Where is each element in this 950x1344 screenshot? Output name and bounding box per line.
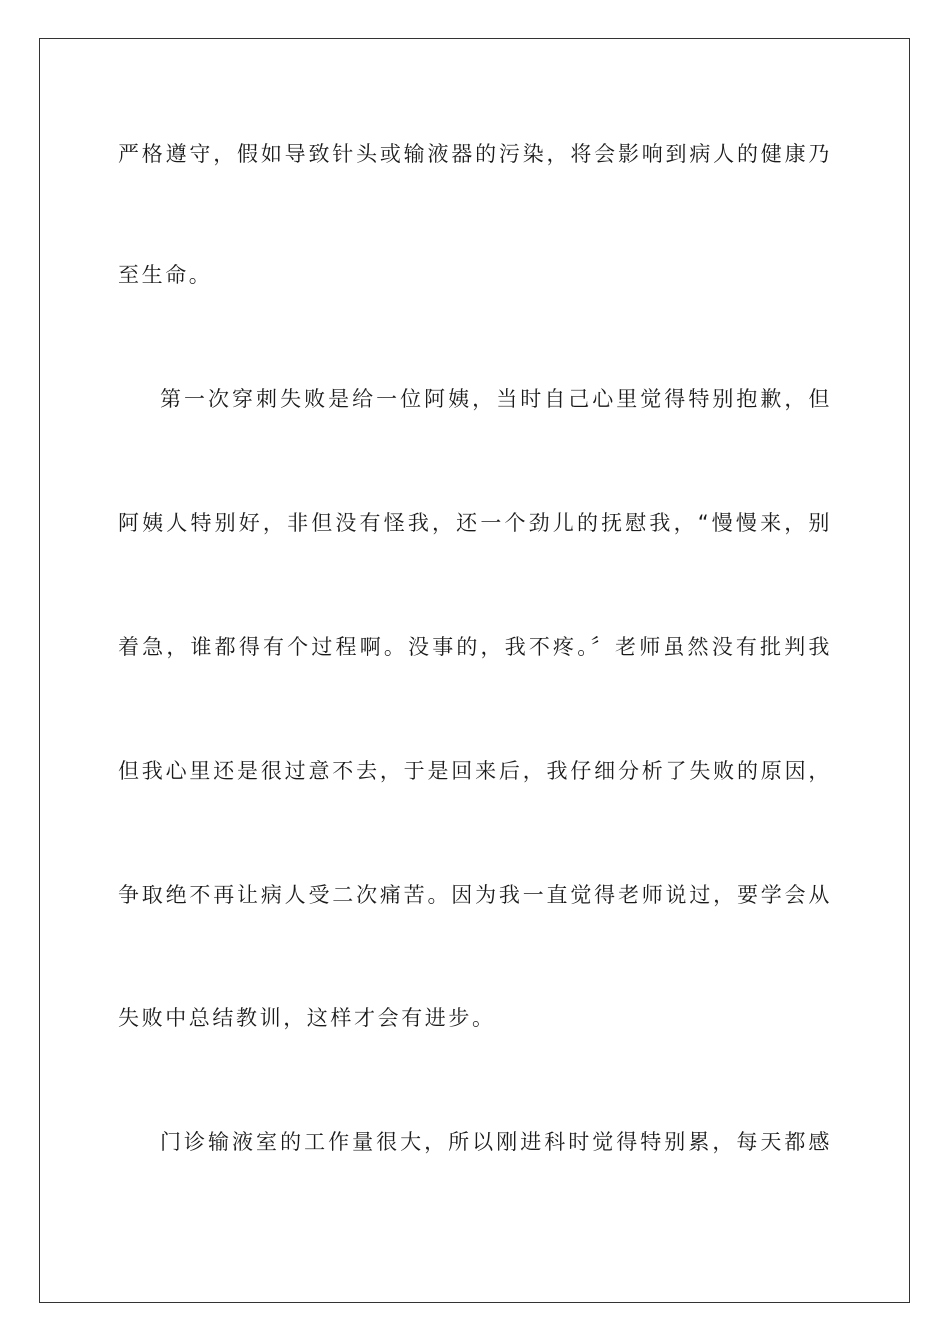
page-border xyxy=(39,38,910,1303)
text-line-5: 着急，谁都得有个过程啊。没事的，我不疼。〞老师虽然没有批判我 xyxy=(118,635,832,659)
text-line-3: 第一次穿刺失败是给一位阿姨，当时自己心里觉得特别抱歉，但 xyxy=(160,387,832,411)
text-line-1: 严格遵守，假如导致针头或输液器的污染，将会影响到病人的健康乃 xyxy=(118,142,832,166)
text-line-7: 争取绝不再让病人受二次痛苦。因为我一直觉得老师说过，要学会从 xyxy=(118,883,832,907)
text-line-4: 阿姨人特别好，非但没有怪我，还一个劲儿的抚慰我，“慢慢来，别 xyxy=(118,511,832,535)
text-line-6: 但我心里还是很过意不去，于是回来后，我仔细分析了失败的原因， xyxy=(118,759,832,783)
text-line-2: 至生命。 xyxy=(118,263,213,287)
text-line-8: 失败中总结教训，这样才会有进步。 xyxy=(118,1006,496,1030)
text-line-9: 门诊输液室的工作量很大，所以刚进科时觉得特别累，每天都感 xyxy=(160,1130,832,1154)
